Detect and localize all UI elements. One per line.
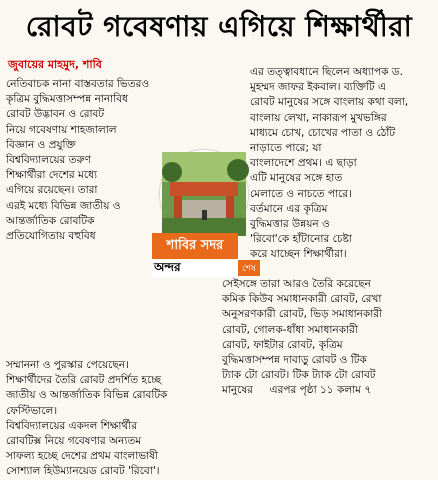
right-top-line: বর্তমানে এর কৃত্রিম xyxy=(250,202,328,215)
left-top-line: কৃত্রিম বুদ্ধিমত্তাসম্পন্ন নানাবিধ xyxy=(6,93,128,106)
right-top-line: বাংলাদেশে প্রথম। এ ছাড়া xyxy=(250,157,357,170)
right-top-line: এটি মানুষের সঙ্গে হাত xyxy=(250,172,343,185)
continuation-reference: এরপর পৃষ্ঠা ১১ কলাম ৭ xyxy=(269,384,372,397)
left-bottom-line: ফেস্টিভালে। xyxy=(6,404,58,417)
right-top-line: মাধ্যমে চোখ, চোখের পাতা ও ঠোঁট xyxy=(250,126,396,139)
footer-text: মানুষের xyxy=(222,384,253,397)
left-column-top xyxy=(6,77,158,357)
right-bottom-line: কমিক কিউব সমাধানকারী রোবট, রেখা xyxy=(222,293,382,306)
right-top-line: এর তত্ত্বাবধানে ছিলেন অধ্যাপক ড. xyxy=(250,66,403,78)
right-bottom-line: বুদ্ধিমত্তাসম্পন্ন দাবাড়ু রোবট ও টিক xyxy=(222,354,367,367)
right-top-line: মুহম্মদ জাফর ইকবাল। ব্যক্তিটি এ xyxy=(250,81,386,94)
left-top-line: এরই মধ্যে বিভিন্ন জাতীয় ও xyxy=(6,199,121,212)
left-column-bottom xyxy=(6,358,218,478)
right-top-line: বুদ্ধিমত্তার উন্নয়ন ও xyxy=(250,218,330,231)
right-bottom-line: সেইসঙ্গে তারা আরও তৈরি করেছেন xyxy=(222,278,371,290)
right-bottom-line: রোবট, ফাইটার রোবট, কৃত্রিম xyxy=(222,338,343,351)
left-bottom-line: শিক্ষার্থীদের তৈরি রোবট প্রদর্শিত হচ্ছে xyxy=(6,374,162,387)
left-bottom-line: রোবটিক্স নিয়ে গবেষণার অন্যতম xyxy=(6,435,142,448)
left-top-line: আন্তর্জাতিক রোবটিক xyxy=(6,214,95,227)
right-top-line: নাড়াতে পারে; যা xyxy=(250,142,322,155)
left-top-line: প্রতিযোগিতায় বহুবিধ xyxy=(6,230,96,243)
left-bottom-line: বিশ্ববিদ্যালয়ের একদল শিক্ষার্থীর xyxy=(6,419,137,432)
left-top-line: শিক্ষার্থীরা দেশের মধ্যে xyxy=(6,169,98,182)
right-bottom-line: ট্যাক টো রোবট। টিক ট্যাক টো রোবট xyxy=(222,369,376,382)
right-column-bottom xyxy=(222,277,432,437)
photo-tag: শেষ xyxy=(238,260,260,276)
right-top-line: 'রিবো'কে হাঁটানোর চেষ্টা xyxy=(250,233,352,246)
right-bottom-line: রোবট, গোলক-ধাঁধা সমাধানকারী xyxy=(222,323,358,336)
photo-caption-secondary: অন্দর xyxy=(152,260,238,278)
right-column-top xyxy=(250,65,430,285)
left-bottom-line: সোশ্যাল হিউম্যানয়েড রোবট 'রিবো'। xyxy=(6,465,160,478)
left-bottom-line: সাফল্য হচ্ছে দেশের প্রথম বাংলাভাষী xyxy=(6,450,158,463)
left-bottom-line: জাতীয় ও আন্তর্জাতিক বিভিন্ন রোবটিক xyxy=(6,389,168,402)
photo-caption-primary: শাবির সদর xyxy=(152,233,238,259)
left-bottom-line: সম্মাননা ও পুরস্কার পেয়েছেন। xyxy=(6,359,129,371)
right-top-line: বাংলায় লেখা, নাকারূপ মুখভঙ্গির xyxy=(250,111,387,124)
left-top-line: রোবট উদ্ভাবন ও রোবট xyxy=(6,108,105,121)
right-top-line: রোবট মানুষের সঙ্গে বাংলায় কথা বলা, xyxy=(250,96,409,109)
right-top-line: করে যাচ্ছেন শিক্ষার্থীরা। xyxy=(250,248,347,261)
continuation-line xyxy=(222,383,432,398)
left-top-line: নেতিবাচক নানা বাস্তবতার ভিতরও xyxy=(6,78,150,90)
left-top-line: নিয়ে গবেষণায় শাহজালাল xyxy=(6,123,117,136)
campus-gate-photo xyxy=(160,150,248,238)
left-top-line: এগিয়ে রয়েছেন। তারা xyxy=(6,184,98,197)
left-top-line: বিজ্ঞান ও প্রযুক্তি xyxy=(6,138,76,151)
right-bottom-line: অনুসরণকারী রোবট, ভিড় সমাধানকারী xyxy=(222,308,383,321)
right-top-line: মেলাতে ও নাচতে পারে। xyxy=(250,187,352,200)
headline: রোবট গবেষণায় এগিয়ে শিক্ষার্থীরা xyxy=(25,9,413,43)
left-top-line: বিশ্ববিদ্যালয়ের তরুণ xyxy=(6,154,91,167)
byline: জুবায়ের মাহমুদ, শাবি xyxy=(8,58,102,71)
